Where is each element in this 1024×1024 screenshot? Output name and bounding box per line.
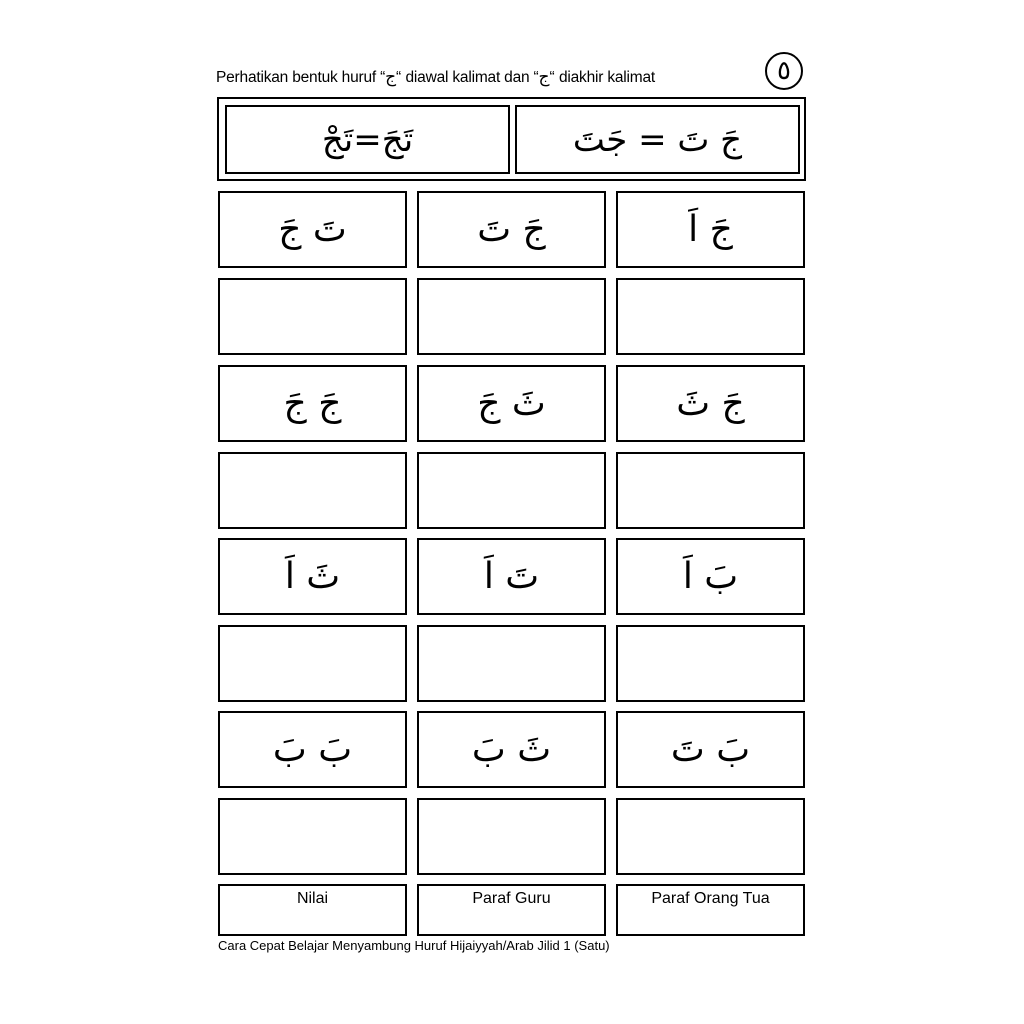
paraf-guru-box xyxy=(417,884,606,936)
letter-cell: تَ جَ xyxy=(218,191,407,268)
writing-cell xyxy=(417,278,606,355)
instruction-text xyxy=(216,66,756,89)
letter-cell: جَ جَ xyxy=(218,365,407,442)
example-box-right: جَ تَ = جَتَ xyxy=(515,105,800,174)
instruction-letter-2: ج xyxy=(538,67,550,87)
nilai-label: Nilai xyxy=(296,890,329,907)
example-box-left: تَجَ=تَجْ xyxy=(225,105,510,174)
writing-cell xyxy=(218,625,407,702)
writing-cell xyxy=(417,452,606,529)
writing-cell xyxy=(417,798,606,875)
letter-cell: بَ تَ xyxy=(616,711,805,788)
letter-cell: ثَ جَ xyxy=(417,365,606,442)
book-caption: Cara Cepat Belajar Menyambung Huruf Hijaiyyah/Arab Jilid 1 (Satu) xyxy=(218,938,610,953)
example-panel xyxy=(217,97,806,181)
letter-cell: جَ تَ xyxy=(417,191,606,268)
instruction-letter-1: ج xyxy=(385,67,397,87)
letter-cell: ثَ بَ xyxy=(417,711,606,788)
letter-cell: تَ اَ xyxy=(417,538,606,615)
letter-cell: بَ بَ xyxy=(218,711,407,788)
letter-cell: بَ اَ xyxy=(616,538,805,615)
page-number-badge: ٥ xyxy=(765,52,803,90)
writing-cell xyxy=(616,278,805,355)
letter-cell: ثَ اَ xyxy=(218,538,407,615)
instruction-part-1: Perhatikan bentuk huruf “ xyxy=(216,69,386,86)
letter-cell: جَ اَ xyxy=(616,191,805,268)
instruction-part-2: “ diawal kalimat dan “ xyxy=(396,69,539,86)
letter-cell: جَ ثَ xyxy=(616,365,805,442)
paraf-guru-label: Paraf Guru xyxy=(472,890,551,907)
writing-cell xyxy=(417,625,606,702)
instruction-part-3: “ diakhir kalimat xyxy=(549,69,656,86)
writing-cell xyxy=(218,278,407,355)
writing-cell xyxy=(218,798,407,875)
writing-cell xyxy=(218,452,407,529)
paraf-orang-tua-label: Paraf Orang Tua xyxy=(651,890,770,907)
nilai-box xyxy=(218,884,407,936)
writing-cell xyxy=(616,625,805,702)
paraf-orang-tua-box xyxy=(616,884,805,936)
writing-cell xyxy=(616,452,805,529)
writing-cell xyxy=(616,798,805,875)
